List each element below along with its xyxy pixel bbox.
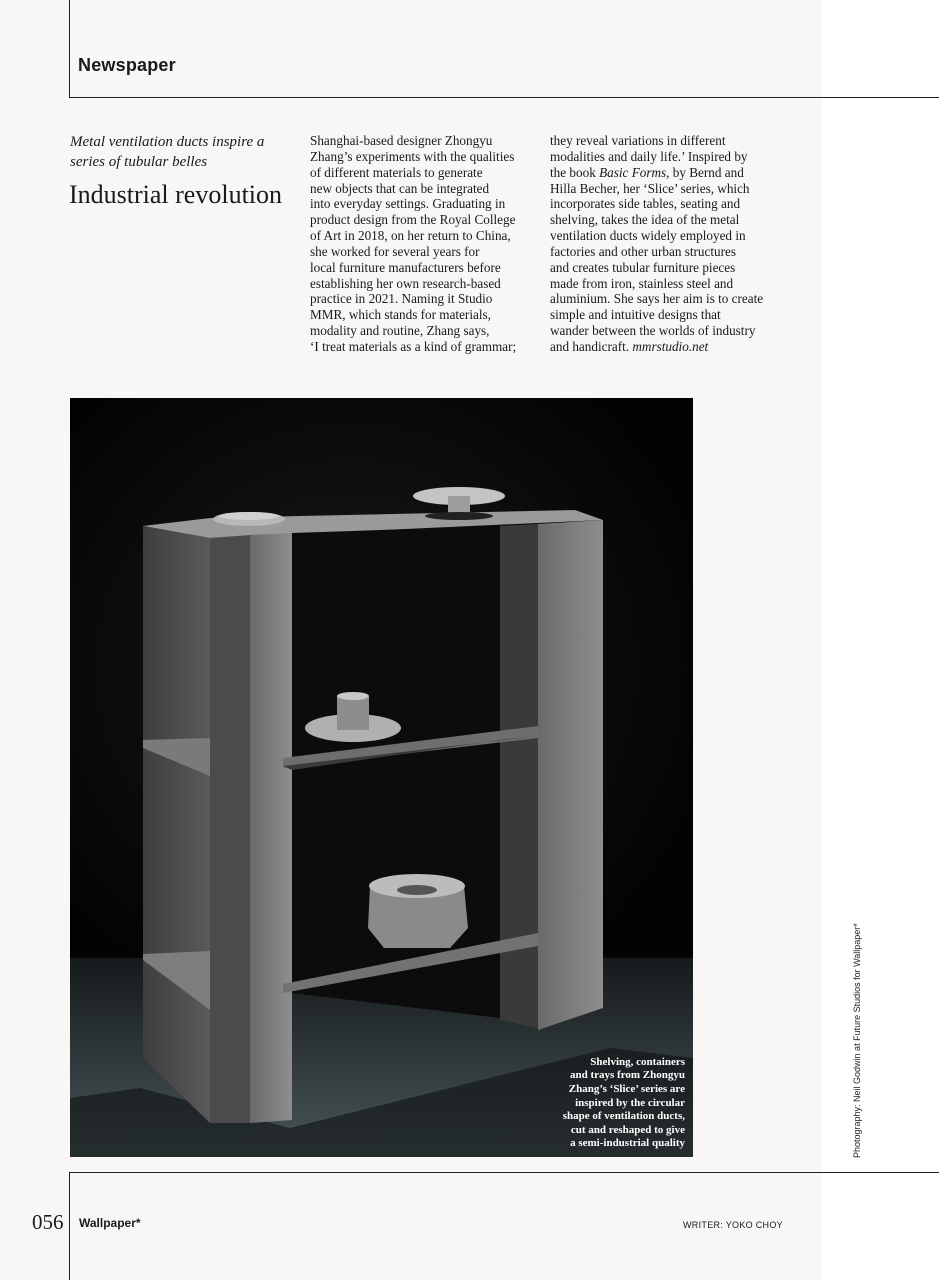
section-label: Newspaper	[78, 55, 176, 75]
body-column-1: Shanghai-based designer Zhongyu Zhang’s experiments with the qualities of different materials to generate new objects that can be integrated into everyday settings. Graduating in product design from the Royal College of Art in 2018, on her return to China, she worked for several years for local furniture manufacturers before establishing her own research-based practice in 2021. Naming it Studio MMR, which stands for materials, modality and routine, Zhang says, ‘I treat materials as a kind of grammar;	[310, 133, 517, 354]
product-photo	[70, 398, 693, 1157]
top-vertical-rule	[69, 0, 70, 98]
writer-credit: WRITER: YOKO CHOY	[683, 1220, 783, 1230]
footer-vertical-rule	[69, 1173, 70, 1280]
standfirst: Metal ventilation ducts inspire a series of tubular belles	[70, 134, 265, 170]
website-link[interactable]: mmrstudio.net	[632, 338, 709, 354]
footer-rule	[69, 1172, 939, 1173]
photo-caption: Shelving, containers and trays from Zhongyu Zhang’s ‘Slice’ series are inspired by the circular shape of ventilation ducts, cut and reshaped to give a semi-industrial quality	[562, 1055, 685, 1150]
body-column-2	[550, 133, 770, 355]
magazine-brand: Wallpaper*	[79, 1216, 141, 1230]
photo-credit: Photography: Neil Godwin at Future Studios for Wallpaper*	[852, 923, 862, 1158]
headline: Industrial revolution	[69, 180, 283, 209]
body-text: , by Bernd and Hilla Becher, her ‘Slice’ series, which incorporates side tables, seating and shelving, takes the idea of the metal ventilation ducts widely employed in factories and other urban structures and creates tubular furniture pieces made from iron, stainless steel and aluminium. She says her aim is to create simple and intuitive designs that wander between the worlds of industry and handicraft.	[550, 164, 764, 354]
header-rule	[69, 97, 939, 98]
page-number: 056	[32, 1210, 64, 1234]
body-text: they reveal variations in different modalities and daily life.’ Inspired by the book	[550, 133, 748, 180]
shelving-photo-illustration	[70, 398, 693, 1157]
book-title: Basic Forms	[599, 164, 667, 180]
